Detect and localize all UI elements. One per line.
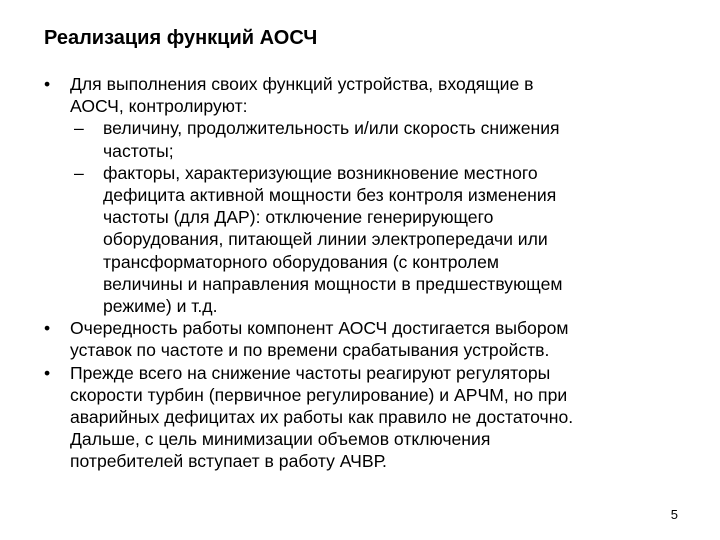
sub-bullet-text-line: величины и направления мощности в предшествующем: [103, 273, 563, 294]
sub-bullet-text-line: оборудования, питающей линии электропередачи или: [103, 229, 548, 250]
bullet-marker: •: [44, 74, 51, 94]
bullet-marker: •: [44, 362, 51, 383]
sub-bullet-text-line: величину, продолжительность и/или скорость снижения: [103, 118, 560, 139]
slide-title: Реализация функций АОСЧ: [44, 27, 318, 49]
sub-bullet-text-line: факторы, характеризующие возникновение местного: [103, 162, 538, 183]
sub-bullet-text-line: трансформаторного оборудования (с контролем: [103, 251, 500, 272]
sub-bullet-item: [44, 162, 684, 317]
bullet-item: [44, 362, 684, 473]
bullet-text-line: Дальше, с цель минимизации объемов отключения: [70, 429, 491, 450]
slide-content: [44, 73, 684, 473]
page-number: 5: [670, 507, 678, 522]
sub-bullet-text-line: частоты (для ДАР): отключение генерирующего: [103, 207, 494, 228]
bullet-text-line: потребителей вступает в работу АЧВР.: [70, 451, 387, 472]
sub-bullet-text-line: частоты;: [103, 140, 174, 161]
sub-bullet-item: [44, 117, 684, 161]
dash-marker: –: [74, 118, 84, 139]
bullet-item: [44, 317, 684, 361]
bullet-marker: •: [44, 318, 51, 339]
bullet-text-line: аварийных дефицитах их работы как правило не достаточно.: [70, 407, 574, 428]
bullet-text-line: Для выполнения своих функций устройства, входящие в: [70, 74, 534, 94]
bullet-text-line: Очередность работы компонент АОСЧ достигается выбором: [70, 318, 569, 339]
dash-marker: –: [74, 162, 84, 183]
bullet-text-line: Прежде всего на снижение частоты реагируют регуляторы: [70, 362, 551, 383]
bullet-item: [44, 73, 684, 117]
bullet-text-line: АОСЧ, контролируют:: [70, 96, 248, 117]
sub-bullet-text-line: режиме) и т.д.: [103, 296, 218, 317]
sub-bullet-text-line: дефицита активной мощности без контроля изменения: [103, 185, 557, 206]
bullet-text-line: уставок по частоте и по времени срабатывания устройств.: [70, 340, 550, 361]
bullet-text-line: скорости турбин (первичное регулирование) и АРЧМ, но при: [70, 384, 568, 405]
